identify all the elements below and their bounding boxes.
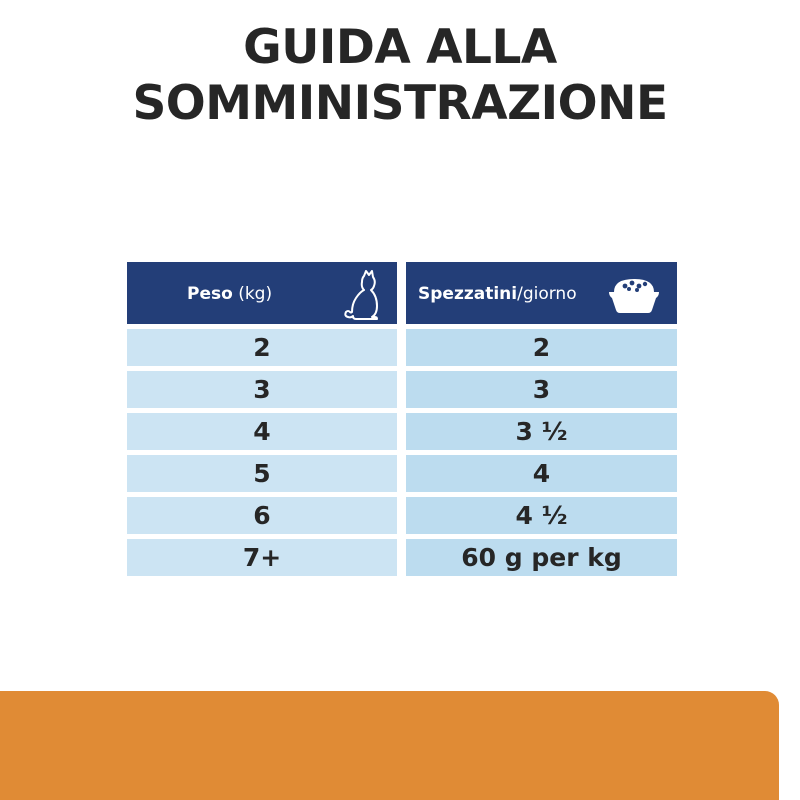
food-bowl-icon	[606, 272, 662, 316]
amount-cell: 3	[406, 371, 677, 408]
title-line-2: SOMMINISTRAZIONE	[132, 76, 668, 131]
amount-cell: 2	[406, 329, 677, 366]
weight-cell: 4	[127, 413, 397, 450]
weight-cells	[127, 329, 397, 576]
weight-cell: 2	[127, 329, 397, 366]
amount-column	[406, 262, 677, 576]
orange-footer-band	[0, 691, 779, 800]
page-title	[0, 20, 800, 132]
amount-header-label	[418, 284, 577, 304]
weight-cell: 3	[127, 371, 397, 408]
weight-cell: 5	[127, 455, 397, 492]
weight-cell: 6	[127, 497, 397, 534]
weight-header-label	[187, 284, 272, 304]
amount-header-strong: Spezzatini	[418, 284, 518, 304]
weight-header	[127, 262, 397, 324]
amount-cell: 60 g per kg	[406, 539, 677, 576]
amount-cell: 3 ½	[406, 413, 677, 450]
cat-icon	[342, 270, 382, 320]
weight-header-unit: (kg)	[232, 284, 273, 304]
feeding-table	[127, 262, 677, 580]
amount-header-unit: /giorno	[517, 284, 577, 304]
amount-header	[406, 262, 677, 324]
amount-cells	[406, 329, 677, 576]
weight-cell: 7+	[127, 539, 397, 576]
title-line-1: GUIDA ALLA	[243, 20, 557, 75]
amount-cell: 4 ½	[406, 497, 677, 534]
weight-header-strong: Peso	[187, 284, 233, 304]
weight-column	[127, 262, 397, 576]
amount-cell: 4	[406, 455, 677, 492]
